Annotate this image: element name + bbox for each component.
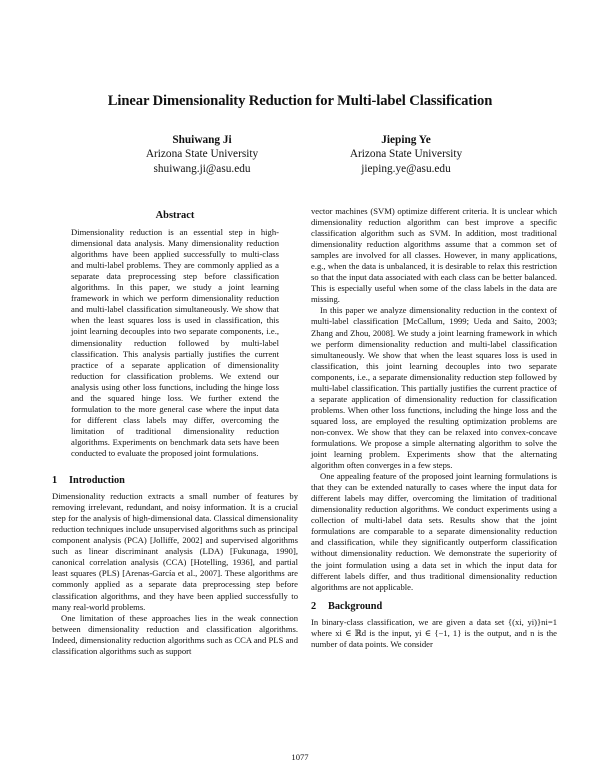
paper-title: Linear Dimensionality Reduction for Multi-label Classification	[107, 93, 493, 109]
section-number: 2	[311, 600, 317, 612]
author-block-1	[92, 133, 312, 176]
author-name: Shuiwang Ji	[172, 134, 232, 146]
intro-paragraph-2: One limitation of these approaches lies in the weak connection between dimensionality reduction and classification algorithms. Indeed, dimensionality reduction algorithms such as CCA and PLS and classification algorithms such as support	[52, 612, 298, 656]
section-title: Background	[328, 600, 383, 612]
section-title: Introduction	[69, 475, 125, 487]
left-column	[52, 210, 298, 657]
background-paragraph: In binary-class classification, we are given a data set {(xi, yi)}ni=1 where xi ∈ ℝd is the input, yi ∈ {−1, 1} is the output, and n is the number of data points. We consider	[311, 616, 557, 649]
author-email: jieping.ye@asu.edu	[361, 162, 451, 175]
abstract-body	[52, 227, 298, 459]
page-number: 1077	[291, 752, 309, 762]
abstract-heading: Abstract	[155, 210, 195, 221]
intro-paragraph-4: In this paper we analyze dimensionality reduction in the context of multi-label classification [McCallum, 1999; Ueda and Saito, 2003; Zhang and Zhou, 2008]. We study a joint learning framework in which we perform dimensionality reduction and multi-label classification simultaneously. We show that when the least squares loss is used in classification, this joint learning decouples into two separate components, i.e., a separate dimensionality reduction step followed by multi-label classification. This partially justifies the current practice of a separate application of dimensionality reduction for classification problems. When other loss functions, including the hinge loss and the squared loss, are employed the resulting optimization problems are non-convex. We show that they can be relaxed into convex-concave formulations. We propose a simple alternating algorithm to solve the joint learning problem. Experiments show that the alternating algorithm often converges in a few steps.	[311, 305, 557, 471]
intro-paragraph-5: One appealing feature of the proposed joint learning formulations is that they can be extended naturally to cases where the input data for different labels may differ, overcoming the limitation of traditional dimensionality reduction algorithms. We conduct experiments using a collection of multi-label data sets. Results show that the joint formulations are comparable to a separate dimensionality reduction and classification, while they significantly outperform classification without dimensionality reduction. We demonstrate the superiority of the joint formulation using a data set in which the input data for different labels differ, and thus traditional dimensionality reduction algorithms are not applicable.	[311, 471, 557, 592]
section-heading-background	[311, 601, 557, 612]
author-block-2	[296, 133, 516, 176]
author-affiliation: Arizona State University	[145, 148, 259, 161]
intro-paragraph-3: vector machines (SVM) optimize different criteria. It is unclear which dimensionality reduction algorithm can best improve a specific classification algorithm such as SVM. In addition, most traditional dimensionality reduction algorithms assume that a common set of samples are involved for all classes. However, in many applications, e.g., when the data is unbalanced, it is desirable to relax this restriction so that the input data associated with each class can be better balanced. This is especially useful when some of the class labels in the data are missing.	[311, 206, 557, 305]
section-heading-introduction	[52, 475, 298, 486]
author-name: Jieping Ye	[381, 134, 431, 146]
author-affiliation: Arizona State University	[349, 148, 463, 161]
abstract-text: Dimensionality reduction is an essential step in high-dimensional data analysis. Many dimensionality reduction algorithms have been applied successfully to multi-class and multi-label problems. They are commonly applied as a separate data preprocessing step before classification algorithms. In this paper, we study a joint learning framework in which we perform dimensionality reduction and multi-label classification simultaneously. We show that when the least squares loss is used in classification, this joint learning decouples into two separate components, i.e., dimensionality reduction followed by multi-label classification. This analysis partially justifies the current practice of a separate application of dimensionality reduction for classification problems. We extend our analysis using other loss functions, including the hinge loss and the squared hinge loss. We further extend the formulation to the more general case where the input data for different class labels may differ, overcoming the limitation of traditional dimensionality reduction algorithms. Experiments on benchmark data sets have been conducted to evaluate the proposed joint formulations.	[71, 227, 279, 458]
right-column	[311, 206, 557, 650]
author-email: shuiwang.ji@asu.edu	[153, 162, 251, 175]
intro-paragraph-1: Dimensionality reduction extracts a small number of features by removing irrelevant, redundant, and noisy information. It is a crucial step for the analysis of high-dimensional data. Classical dimensionality reduction techniques include unsupervised algorithms such as principal component analysis (PCA) [Jolliffe, 2002] and supervised algorithms such as linear discriminant analysis (LDA) [Fukunaga, 1990], canonical correlation analysis (CCA) [Hotelling, 1936], and partial least squares (PLS) [Arenas-García et al., 2007]. These algorithms are commonly applied as a separate data preprocessing step before classification algorithms, and they have been applied successfully to many real-world problems.	[52, 491, 298, 612]
section-number: 1	[52, 475, 58, 487]
